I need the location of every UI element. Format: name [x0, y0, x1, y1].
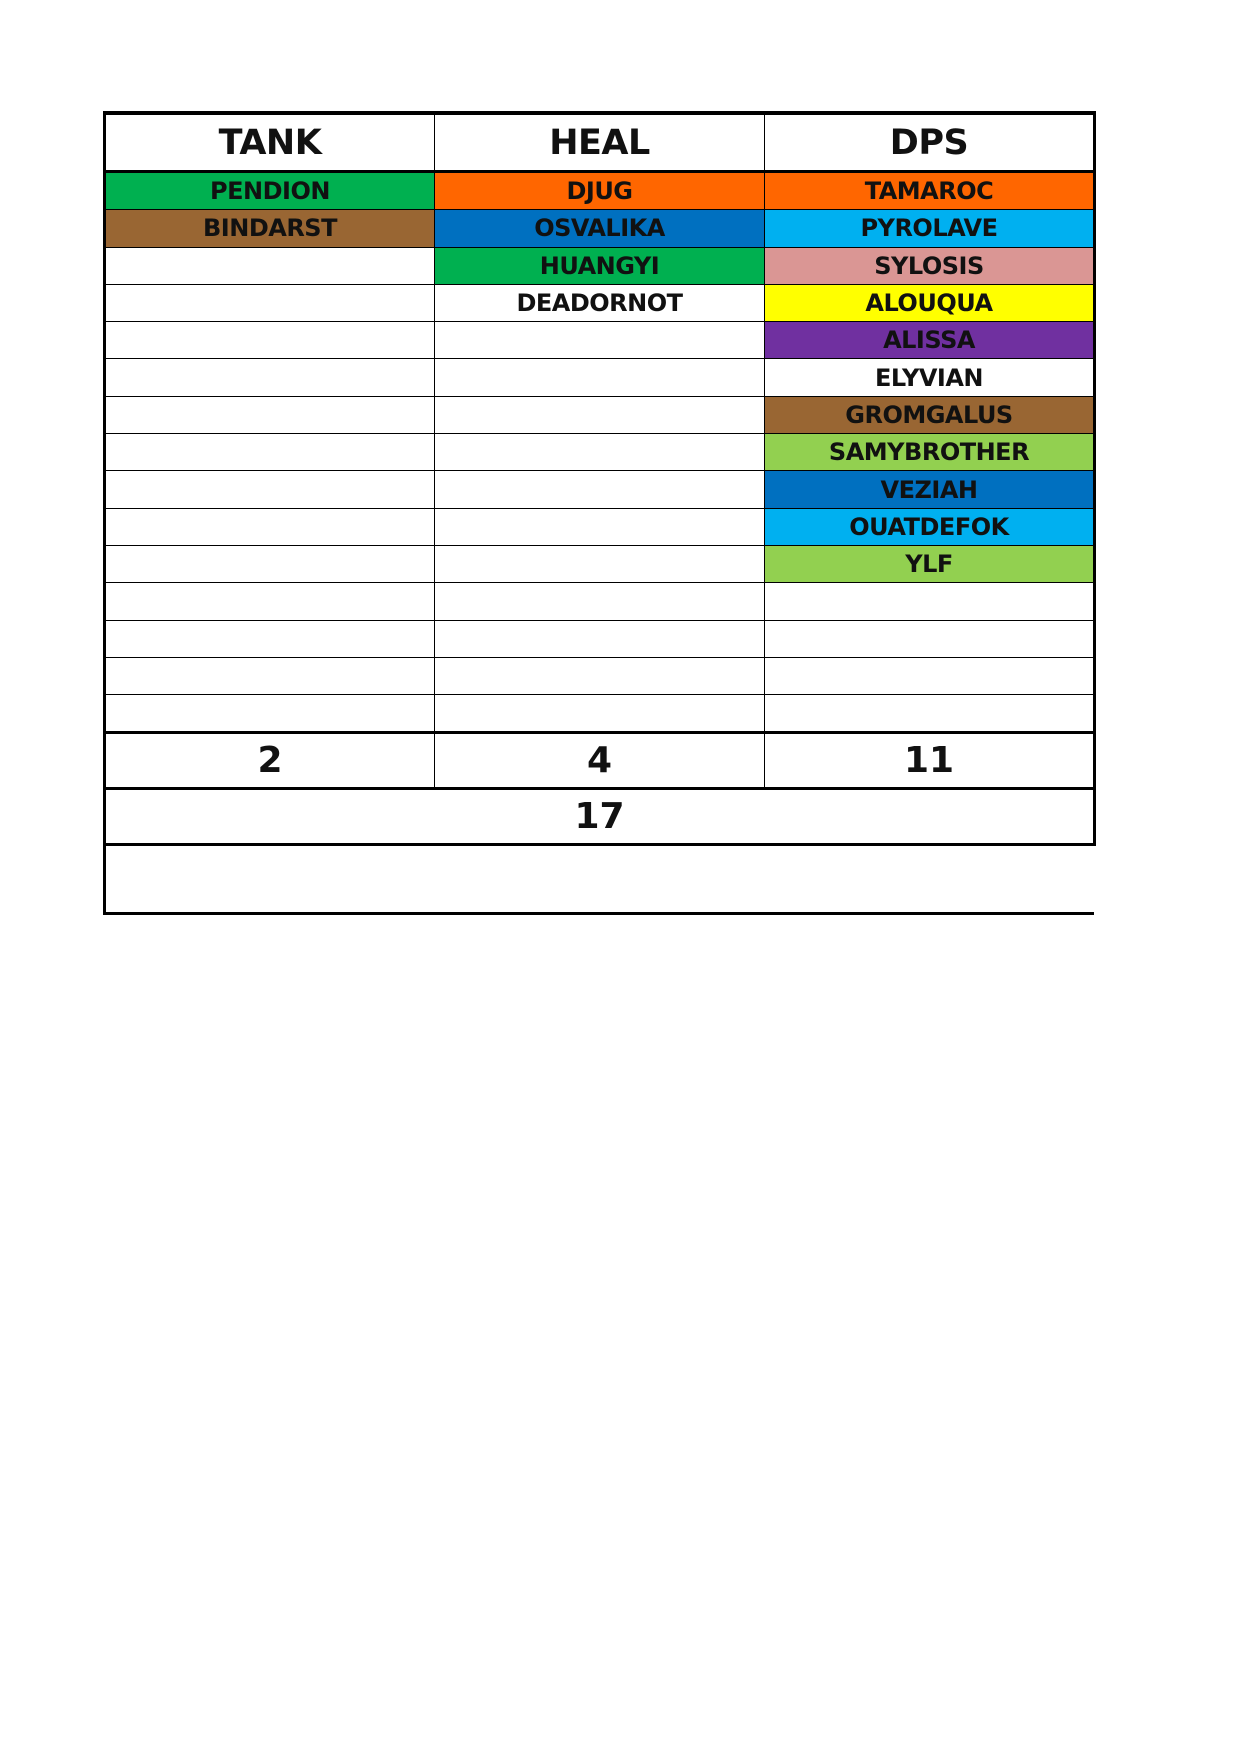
tank-empty-cell — [105, 396, 435, 433]
roster-row — [105, 545, 1095, 582]
tank-player-cell: BINDARST — [105, 210, 435, 247]
heal-empty-cell — [435, 396, 765, 433]
total-count: 17 — [105, 789, 1095, 845]
heal-empty-cell — [435, 583, 765, 620]
tank-empty-cell — [105, 359, 435, 396]
roster-row — [105, 322, 1095, 359]
roster-row — [105, 583, 1095, 620]
heal-player-cell: DJUG — [435, 172, 765, 210]
heal-player-cell: HUANGYI — [435, 247, 765, 284]
roster-row — [105, 396, 1095, 433]
heal-player-cell: OSVALIKA — [435, 210, 765, 247]
dps-empty-cell — [765, 695, 1095, 733]
dps-player-cell: SYLOSIS — [765, 247, 1095, 284]
dps-count: 11 — [765, 733, 1095, 789]
roster-table — [103, 111, 1096, 846]
tank-empty-cell — [105, 657, 435, 694]
heal-empty-cell — [435, 322, 765, 359]
dps-header: DPS — [765, 113, 1095, 172]
tank-empty-cell — [105, 322, 435, 359]
heal-empty-cell — [435, 471, 765, 508]
tank-empty-cell — [105, 583, 435, 620]
heal-empty-cell — [435, 657, 765, 694]
heal-empty-cell — [435, 620, 765, 657]
tank-empty-cell — [105, 284, 435, 321]
tank-empty-cell — [105, 695, 435, 733]
dps-player-cell: TAMAROC — [765, 172, 1095, 210]
heal-empty-cell — [435, 545, 765, 582]
roster-row — [105, 471, 1095, 508]
heal-empty-cell — [435, 434, 765, 471]
heal-empty-cell — [435, 508, 765, 545]
roster-row — [105, 247, 1095, 284]
roster-row — [105, 508, 1095, 545]
heal-empty-cell — [435, 359, 765, 396]
dps-player-cell: ALOUQUA — [765, 284, 1095, 321]
dps-player-cell: PYROLAVE — [765, 210, 1095, 247]
tank-empty-cell — [105, 620, 435, 657]
roster-row — [105, 172, 1095, 210]
roster-body — [105, 172, 1095, 733]
roster-row — [105, 284, 1095, 321]
dps-player-cell: VEZIAH — [765, 471, 1095, 508]
dps-player-cell: SAMYBROTHER — [765, 434, 1095, 471]
dps-empty-cell — [765, 657, 1095, 694]
heal-empty-cell — [435, 695, 765, 733]
empty-footer-cell — [103, 846, 1094, 915]
roster-row — [105, 359, 1095, 396]
heal-player-cell: DEADORNOT — [435, 284, 765, 321]
roster-row — [105, 434, 1095, 471]
dps-player-cell: OUATDEFOK — [765, 508, 1095, 545]
count-row — [105, 733, 1095, 789]
tank-empty-cell — [105, 247, 435, 284]
dps-player-cell: GROMGALUS — [765, 396, 1095, 433]
tank-empty-cell — [105, 508, 435, 545]
heal-count: 4 — [435, 733, 765, 789]
dps-player-cell: ALISSA — [765, 322, 1095, 359]
header-row — [105, 113, 1095, 172]
dps-empty-cell — [765, 583, 1095, 620]
heal-header: HEAL — [435, 113, 765, 172]
dps-player-cell: ELYVIAN — [765, 359, 1095, 396]
roster-sheet — [103, 111, 1094, 915]
tank-empty-cell — [105, 434, 435, 471]
tank-header: TANK — [105, 113, 435, 172]
tank-player-cell: PENDION — [105, 172, 435, 210]
roster-row — [105, 210, 1095, 247]
tank-count: 2 — [105, 733, 435, 789]
roster-row — [105, 657, 1095, 694]
dps-empty-cell — [765, 620, 1095, 657]
tank-empty-cell — [105, 471, 435, 508]
total-row — [105, 789, 1095, 845]
roster-row — [105, 620, 1095, 657]
tank-empty-cell — [105, 545, 435, 582]
roster-row — [105, 695, 1095, 733]
dps-player-cell: YLF — [765, 545, 1095, 582]
